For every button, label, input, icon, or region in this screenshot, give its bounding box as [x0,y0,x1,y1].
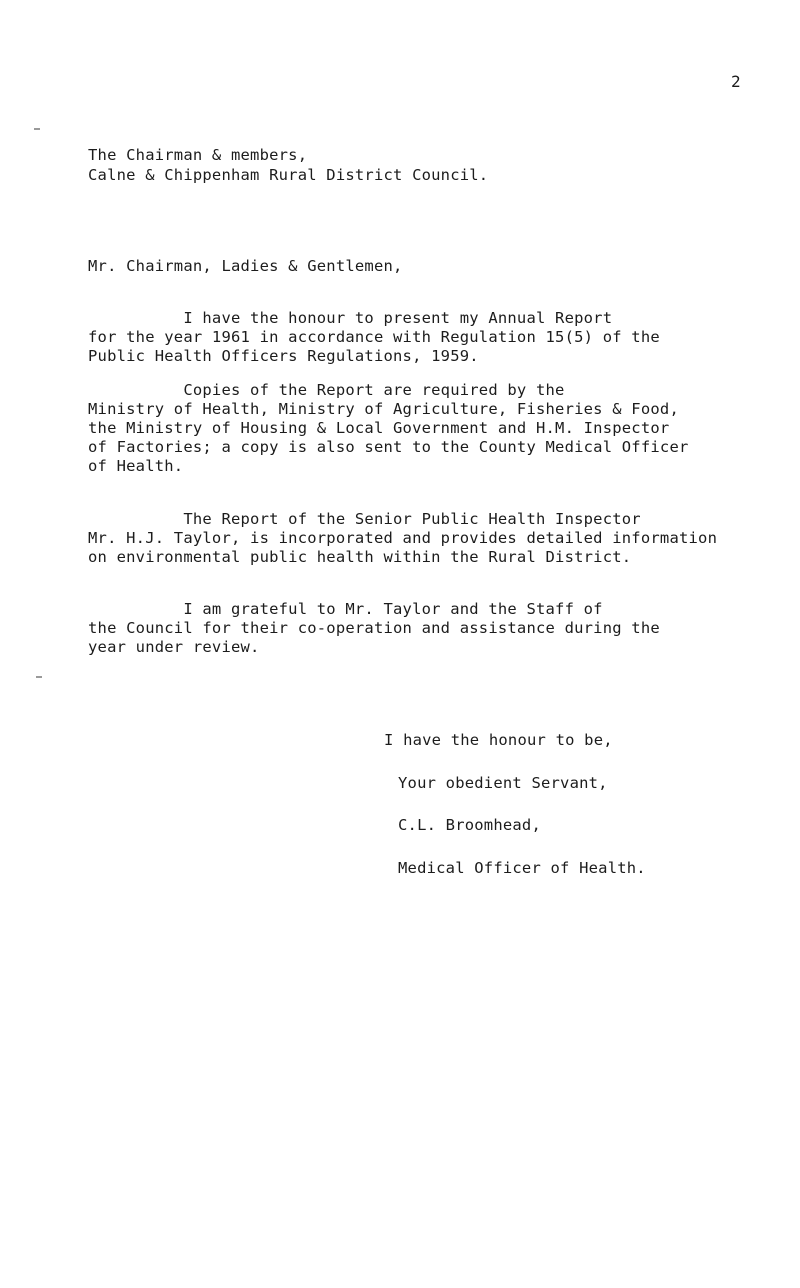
paragraph-3-line-2: Mr. H.J. Taylor, is incorporated and provides detailed information [88,529,718,547]
paragraph-4-line-2: the Council for their co-operation and assistance during the [88,619,660,637]
scan-mark [34,128,40,130]
signatory-title: Medical Officer of Health. [398,859,646,877]
paragraph-1-line-1: I have the honour to present my Annual Report [88,309,613,327]
addressee-line-1: The Chairman & members, [88,146,308,164]
paragraph-2-line-2: Ministry of Health, Ministry of Agriculture, Fisheries & Food, [88,400,679,418]
paragraph-1-line-2: for the year 1961 in accordance with Regulation 15(5) of the [88,328,660,346]
paragraph-4-line-3: year under review. [88,638,260,656]
paragraph-2-line-4: of Factories; a copy is also sent to the County Medical Officer [88,438,689,456]
addressee-line-2: Calne & Chippenham Rural District Council. [88,166,489,184]
paragraph-2-line-5: of Health. [88,457,184,475]
salutation: Mr. Chairman, Ladies & Gentlemen, [88,257,403,275]
page-number: 2 [731,72,741,91]
signatory-name: C.L. Broomhead, [398,816,541,834]
paragraph-1-line-3: Public Health Officers Regulations, 1959. [88,347,479,365]
paragraph-2-line-1: Copies of the Report are required by the [88,381,565,399]
closing-line-2: Your obedient Servant, [398,774,608,792]
scan-mark [36,676,42,678]
closing-line-1: I have the honour to be, [384,731,613,749]
paragraph-3-line-1: The Report of the Senior Public Health Inspector [88,510,641,528]
paragraph-4-line-1: I am grateful to Mr. Taylor and the Staff of [88,600,603,618]
paragraph-3-line-3: on environmental public health within the Rural District. [88,548,632,566]
paragraph-2-line-3: the Ministry of Housing & Local Government and H.M. Inspector [88,419,670,437]
